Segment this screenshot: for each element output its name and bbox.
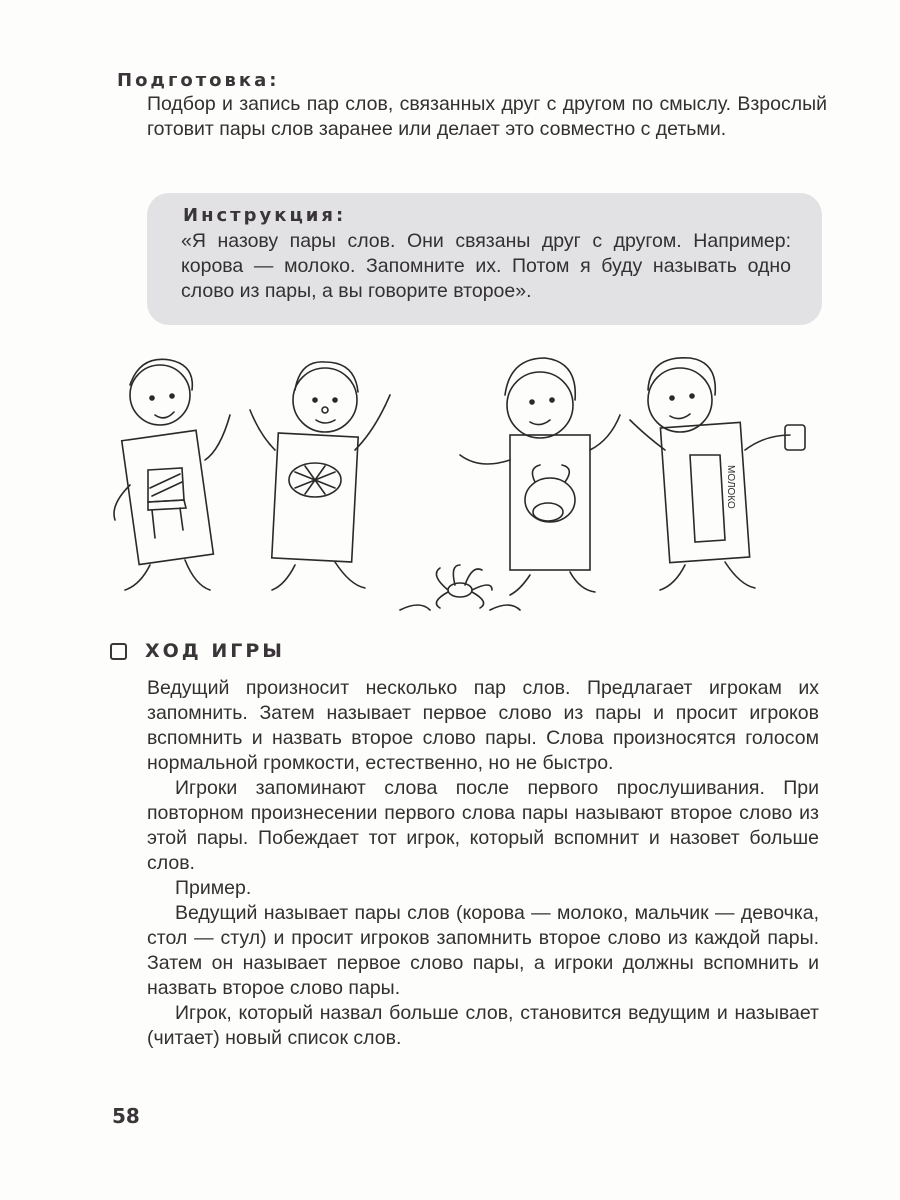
child-with-pie-card-icon (250, 362, 390, 590)
example-label: Пример. (175, 877, 252, 899)
child-with-table-card-icon (114, 359, 230, 590)
preparation-text (147, 92, 827, 142)
game-paragraph: Ведущий произносит несколько пар слов. Предлагает игрокам их запомнить. Затем называет первое слово из пары и просит игроков вспомнить и назвать второе слово пары. Слова произносятся голосом нормальной громкости, естественно, но не быстро. (147, 677, 819, 774)
children-illustration (100, 340, 860, 620)
child-with-milk-card-icon (630, 358, 805, 590)
instruction-box (147, 193, 822, 325)
game-section-heading (110, 640, 285, 662)
page-number: 58 (112, 1104, 140, 1128)
game-text (147, 676, 819, 1051)
game-title: ХОД ИГРЫ (145, 640, 285, 662)
game-paragraph: Игроки запоминают слова после первого прослушивания. При повторном произнесении первого слова пары называют второе слово из этой пары. Побеждает тот игрок, который вспомнит и назовет больше слов. (147, 777, 819, 874)
game-paragraph: Ведущий называет пары слов (корова — молоко, мальчик — девочка, стол — стул) и просит игроков запомнить второе слово из каждой пары. Затем он называет первое слово пары, а игроки должны вспомнить и назвать второе слово пары. (147, 902, 819, 999)
preparation-paragraph: Подбор и запись пар слов, связанных друг с другом по смыслу. Взрослый готовит пары слов заранее или делает это совместно с детьми. (147, 93, 827, 140)
instruction-text (181, 229, 791, 304)
carton-label: МОЛОКО (725, 465, 736, 509)
checkbox-square-icon (110, 643, 127, 660)
preparation-title: Подготовка: (117, 70, 280, 91)
game-paragraph: Игрок, который назвал больше слов, становится ведущим и называет (читает) новый список слов. (147, 1002, 819, 1049)
daisy-flower-icon (400, 565, 520, 610)
child-with-cow-card-icon (460, 358, 620, 595)
instruction-title: Инструкция: (183, 205, 347, 226)
instruction-paragraph: «Я назову пары слов. Они связаны друг с другом. Например: корова — молоко. Запомните их. Потом я буду называть одно слово из пары, а вы говорите второе». (181, 230, 791, 302)
